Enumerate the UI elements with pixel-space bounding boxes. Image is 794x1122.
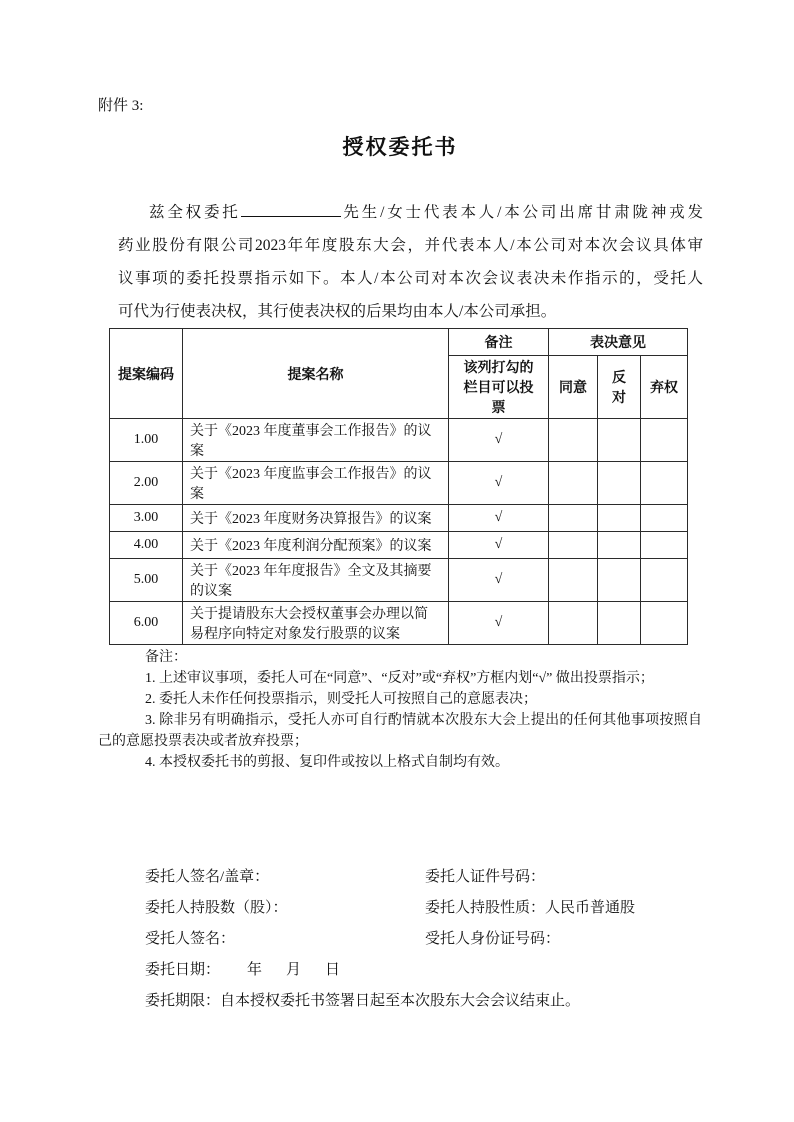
check-mark: √ [449, 462, 549, 505]
signature-row [145, 862, 702, 893]
vote-cell-against [598, 559, 641, 602]
note-item-2: 2. 委托人未作任何投票指示，则受托人可按照自己的意愿表决； [145, 692, 537, 707]
fill-in-blank [241, 216, 341, 217]
vote-cell-against [598, 602, 641, 645]
term-text: 委托期限：自本授权委托书签署日起至本次股东大会会议结束止。 [145, 993, 581, 1009]
table-row [110, 462, 688, 505]
notes-label: 备注： [145, 650, 187, 665]
vote-cell-abstain [641, 532, 688, 559]
header-remark-sub: 该列打勾的栏目可以投票 [449, 356, 549, 419]
check-mark: √ [449, 602, 549, 645]
vote-cell-agree [549, 602, 598, 645]
proposal-name: 关于《2023 年度利润分配预案》的议案 [183, 532, 449, 559]
paragraph-line-4: 可代为行使表决权，其行使表决权的后果均由本人/本公司承担。 [118, 303, 557, 320]
check-mark: √ [449, 505, 549, 532]
proposal-name: 关于《2023 年度董事会工作报告》的议案 [183, 419, 449, 462]
proxy-paragraph [118, 196, 703, 328]
table-row [110, 532, 688, 559]
check-mark: √ [449, 559, 549, 602]
proposal-name: 关于《2023 年年度报告》全文及其摘要的议案 [183, 559, 449, 602]
date-label: 委托日期： [145, 962, 221, 978]
vote-cell-abstain [641, 602, 688, 645]
vote-cell-abstain [641, 559, 688, 602]
page-title: 授权委托书 [342, 135, 458, 159]
proposal-code: 5.00 [110, 559, 183, 602]
check-mark: √ [449, 532, 549, 559]
principal-shares-label: 委托人持股数（股）： [145, 900, 288, 916]
agent-id-label: 受托人身份证号码： [425, 931, 561, 947]
table-row [110, 559, 688, 602]
signature-row [145, 893, 702, 924]
line1-suffix: 先生/女士代表本人/本公司出席甘肃陇神戎发 [340, 204, 703, 221]
agent-signature-label: 受托人签名： [145, 931, 236, 947]
header-abstain: 弃权 [641, 356, 688, 419]
signature-row [145, 924, 702, 955]
table-header-row-1 [110, 329, 688, 356]
paragraph-line-1 [118, 196, 703, 229]
principal-share-type-label: 委托人持股性质：人民币普通股 [425, 900, 636, 916]
term-row [145, 986, 702, 1017]
proposal-name: 关于《2023 年度监事会工作报告》的议案 [183, 462, 449, 505]
note-item-3: 3. 除非另有明确指示，受托人亦可自行酌情就本次股东大会上提出的任何其他事项按照自己的意愿投票表决或者放弃投票； [98, 713, 702, 749]
vote-cell-agree [549, 559, 598, 602]
vote-cell-agree [549, 532, 598, 559]
vote-cell-agree [549, 462, 598, 505]
proposal-table [109, 328, 688, 645]
header-vote-opinion: 表决意见 [549, 329, 688, 356]
paragraph-line-2: 药业股份有限公司2023年年度股东大会，并代表本人/本公司对本次会议具体审 [118, 237, 703, 254]
attachment-label: 附件 3: [98, 98, 144, 114]
principal-signature-label: 委托人签名/盖章： [145, 869, 270, 885]
table-row [110, 505, 688, 532]
vote-cell-abstain [641, 462, 688, 505]
proposal-code: 4.00 [110, 532, 183, 559]
vote-cell-agree [549, 505, 598, 532]
table-row [110, 419, 688, 462]
header-against: 反对 [598, 356, 641, 419]
line1-prefix: 兹全权委托 [149, 204, 241, 221]
header-remark: 备注 [449, 329, 549, 356]
vote-cell-against [598, 419, 641, 462]
vote-cell-against [598, 462, 641, 505]
principal-id-label: 委托人证件号码： [425, 869, 546, 885]
vote-cell-agree [549, 419, 598, 462]
vote-cell-abstain [641, 419, 688, 462]
notes-section [98, 647, 702, 773]
date-year-label: 年 [247, 962, 263, 978]
vote-cell-against [598, 505, 641, 532]
vote-cell-against [598, 532, 641, 559]
proposal-code: 1.00 [110, 419, 183, 462]
signature-block [145, 862, 702, 1017]
check-mark: √ [449, 419, 549, 462]
proposal-code: 2.00 [110, 462, 183, 505]
note-item-4: 4. 本授权委托书的剪报、复印件或按以上格式自制均有效。 [145, 755, 509, 770]
note-item-1: 1. 上述审议事项，委托人可在“同意”、“反对”或“弃权”方框内划“√” 做出投票指示； [145, 671, 654, 686]
table-row [110, 602, 688, 645]
vote-cell-abstain [641, 505, 688, 532]
proposal-name: 关于《2023 年度财务决算报告》的议案 [183, 505, 449, 532]
paragraph-line-3: 议事项的委托投票指示如下。本人/本公司对本次会议表决未作指示的，受托人 [118, 270, 703, 287]
proposal-code: 3.00 [110, 505, 183, 532]
date-day-label: 日 [325, 962, 341, 978]
signature-date-row [145, 955, 702, 986]
header-proposal-name: 提案名称 [183, 329, 449, 419]
header-agree: 同意 [549, 356, 598, 419]
header-proposal-code: 提案编码 [110, 329, 183, 419]
proposal-code: 6.00 [110, 602, 183, 645]
proposal-name: 关于提请股东大会授权董事会办理以简易程序向特定对象发行股票的议案 [183, 602, 449, 645]
date-month-label: 月 [286, 962, 302, 978]
